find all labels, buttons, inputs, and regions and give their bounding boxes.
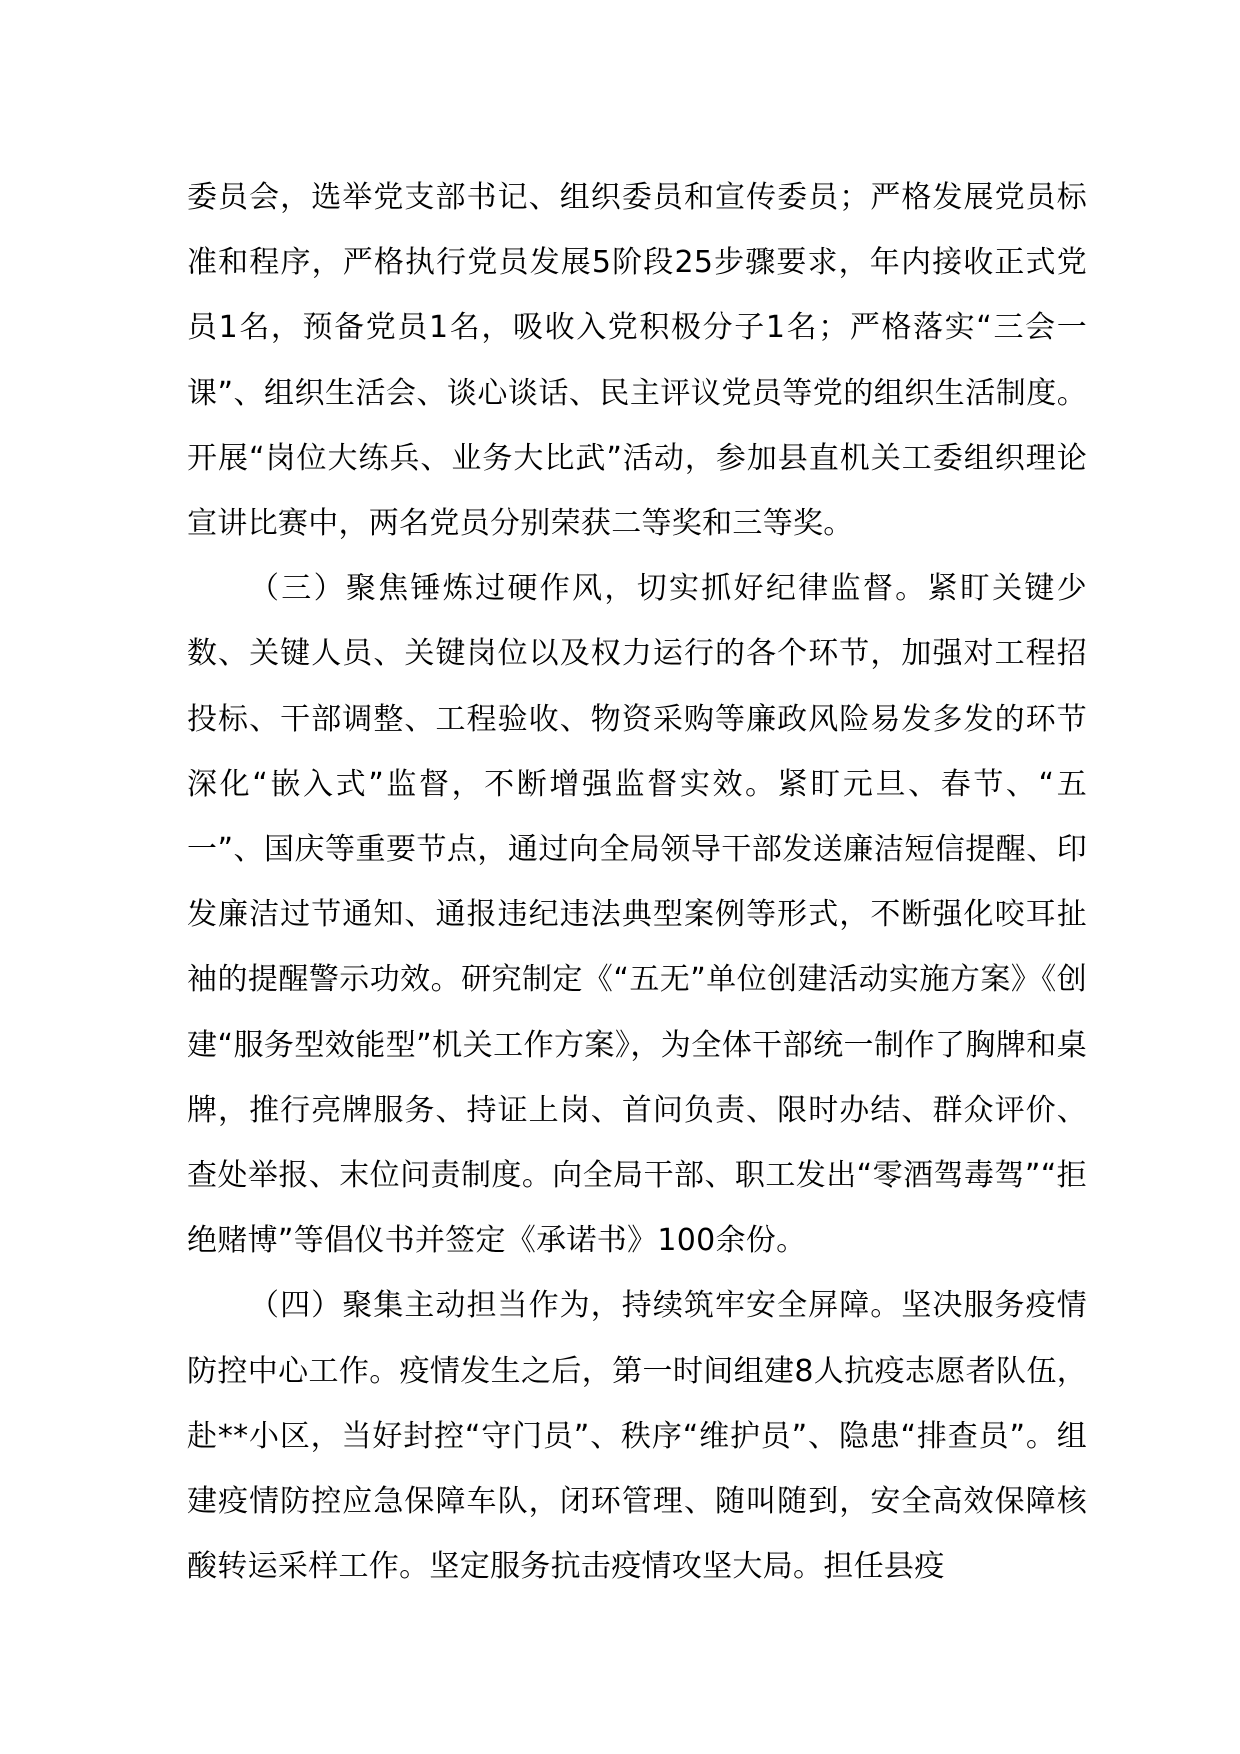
- paragraph-section-three: （三）聚焦锤炼过硬作风，切实抓好纪律监督。紧盯关键少数、关键人员、关键岗位以及权力运行的各个环节，加强对工程招投标、干部调整、工程验收、物资采购等廉政风险易发多发的环节深化“嵌入式”监督，不断增强监督实效。紧盯元旦、春节、“五一”、国庆等重要节点，通过向全局领导干部发送廉洁短信提醒、印发廉洁过节通知、通报违纪违法典型案例等形式，不断强化咬耳扯袖的提醒警示功效。研究制定《“五无”单位创建活动实施方案》《创建“服务型效能型”机关工作方案》，为全体干部统一制作了胸牌和桌牌，推行亮牌服务、持证上岗、首问负责、限时办结、群众评价、查处举报、末位问责制度。向全局干部、职工发出“零酒驾毒驾”“拒绝赌博”等倡仪书并签定《承诺书》100余份。: [187, 571, 1087, 1259]
- document-body: [187, 165, 1087, 1599]
- paragraph-section-four: （四）聚集主动担当作为，持续筑牢安全屏障。坚决服务疫情防控中心工作。疫情发生之后，第一时间组建8人抗疫志愿者队伍，赴**小区，当好封控“守门员”、秩序“维护员”、隐患“排查员”。组建疫情防控应急保障车队，闭环管理、随叫随到，安全高效保障核酸转运采样工作。坚定服务抗击疫情攻坚大局。担任县疫: [187, 1288, 1087, 1585]
- paragraph-continuation: 委员会，选举党支部书记、组织委员和宣传委员；严格发展党员标准和程序，严格执行党员发展5阶段25步骤要求，年内接收正式党员1名，预备党员1名，吸收入党积极分子1名；严格落实“三会一课”、组织生活会、谈心谈话、民主评议党员等党的组织生活制度。开展“岗位大练兵、业务大比武”活动，参加县直机关工委组织理论宣讲比赛中，两名党员分别荣获二等奖和三等奖。: [187, 180, 1087, 542]
